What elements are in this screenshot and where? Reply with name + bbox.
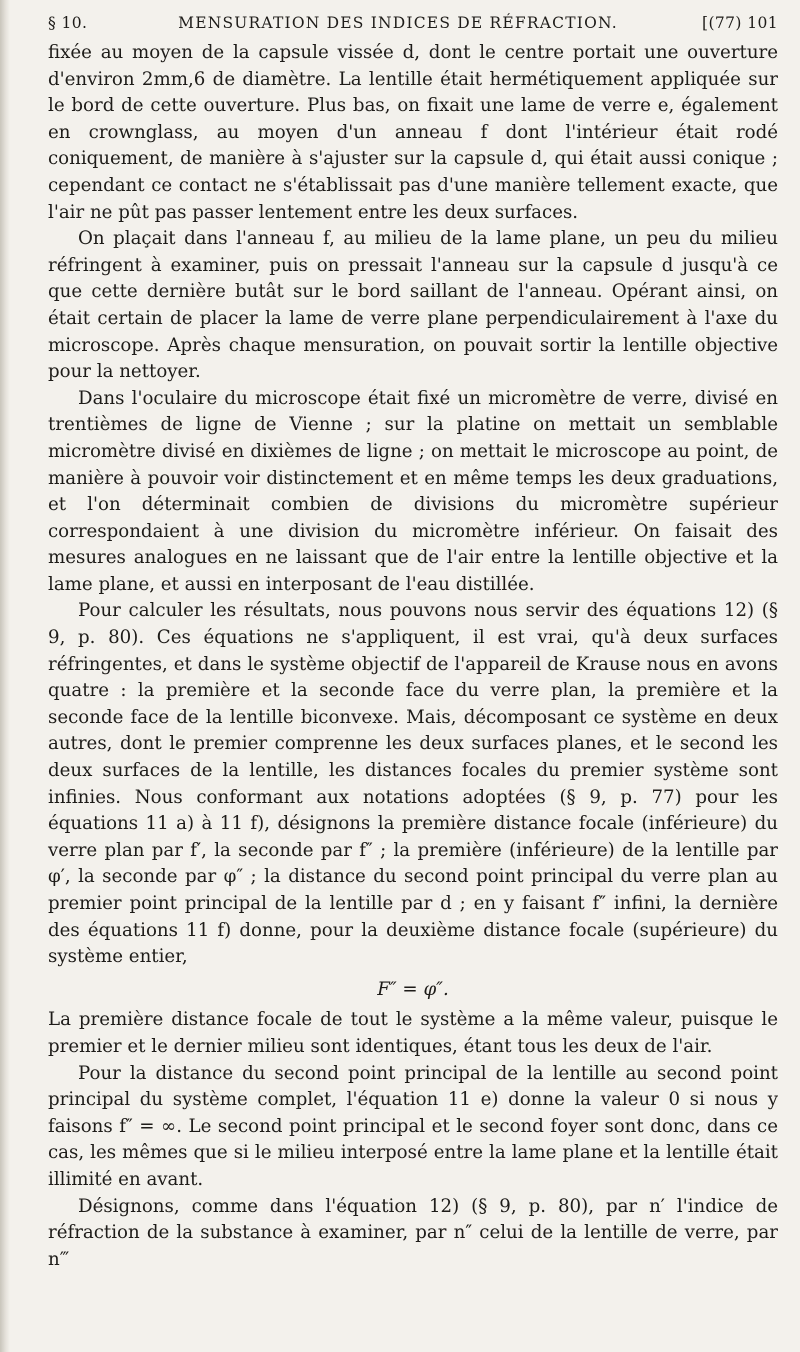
chapter-title: MENSURATION DES INDICES DE RÉFRACTION. [178,14,618,32]
page-number: [(77) 101 [702,14,778,32]
running-header [48,8,778,38]
paragraph-2: On plaçait dans l'anneau f, au milieu de la lame plane, un peu du milieu réfringent à examiner, puis on pressait l'anneau sur la capsule d jusqu'à ce que cette dernière butât sur le bord saillant de l'anneau. Opérant ainsi, on était certain de placer la lame de verre plane perpendiculairement à l'axe du microscope. Après chaque mensuration, on pouvait sortir la lentille objective pour la nettoyer. [48,228,778,383]
book-page [48,8,778,1273]
paragraph-4: Pour calculer les résultats, nous pouvons nous servir des équations 12) (§ 9, p. 80). Ces équations ne s'appliquent, il est vrai, qu'à deux surfaces réfringentes, et dans le système objectif de l'appareil de Krause nous en avons quatre : la première et la seconde face du verre plan, la première et la seconde face de la lentille biconvexe. Mais, décomposant ce système en deux autres, dont le premier comprenne les deux surfaces planes, et le second les deux surfaces de la lentille, les distances focales du premier système sont infinies. Nous conformant aux notations adoptées (§ 9, p. 77) pour les équations 11 a) à 11 f), désignons la première distance focale (inférieure) du verre plan par f′, la seconde par f″ ; la première (inférieure) de la lentille par φ′, la seconde par φ″ ; la distance du second point principal du verre plan au premier point principal de la lentille par d ; en y faisant f″ infini, la dernière des équations 11 f) donne, pour la deuxième distance focale (supérieure) du système entier, [48,600,778,968]
paragraph-7: Désignons, comme dans l'équation 12) (§ 9, p. 80), par n′ l'indice de réfraction de la substance à examiner, par n″ celui de la lentille de verre, par n‴ [48,1195,778,1270]
body-text [48,40,778,1273]
paragraph-3: Dans l'oculaire du microscope était fixé un micromètre de verre, divisé en trentièmes de ligne de Vienne ; sur la platine on mettait un semblable micromètre divisé en dixièmes de ligne ; on mettait le microscope au point, de manière à pouvoir voir distinctement et en même temps les deux graduations, et l'on déterminait combien de divisions du micromètre supérieur correspondaient à une division du micromètre inférieur. On faisait des mesures analogues en ne laissant que de l'air entre la lentille objective et la lame plane, et aussi en interposant de l'eau distillée. [48,387,778,595]
equation: F″ = φ″. [377,978,449,1000]
section-number: § 10. [48,14,88,32]
page-gutter-shadow [0,0,10,1352]
paragraph-1: fixée au moyen de la capsule vissée d, dont le centre portait une ouverture d'environ 2mm,6 de diamètre. La lentille était hermétiquement appliquée sur le bord de cette ouverture. Plus bas, on fixait une lame de verre e, également en crownglass, au moyen d'un anneau f dont l'intérieur était rodé coniquement, de manière à s'ajuster sur la capsule d, qui était aussi conique ; cependant ce contact ne s'établissait pas d'une manière tellement exacte, que l'air ne pût pas passer lentement entre les deux surfaces. [48,42,778,223]
paragraph-5: La première distance focale de tout le système a la même valeur, puisque le premier et le dernier milieu sont identiques, étant tous les deux de l'air. [48,1009,778,1057]
paragraph-6: Pour la distance du second point principal de la lentille au second point principal du système complet, l'équation 11 e) donne la valeur 0 si nous y faisons f″ = ∞. Le second point principal et le second foyer sont donc, dans ce cas, les mêmes que si le milieu interposé entre la lame plane et la lentille était illimité en avant. [48,1062,778,1190]
